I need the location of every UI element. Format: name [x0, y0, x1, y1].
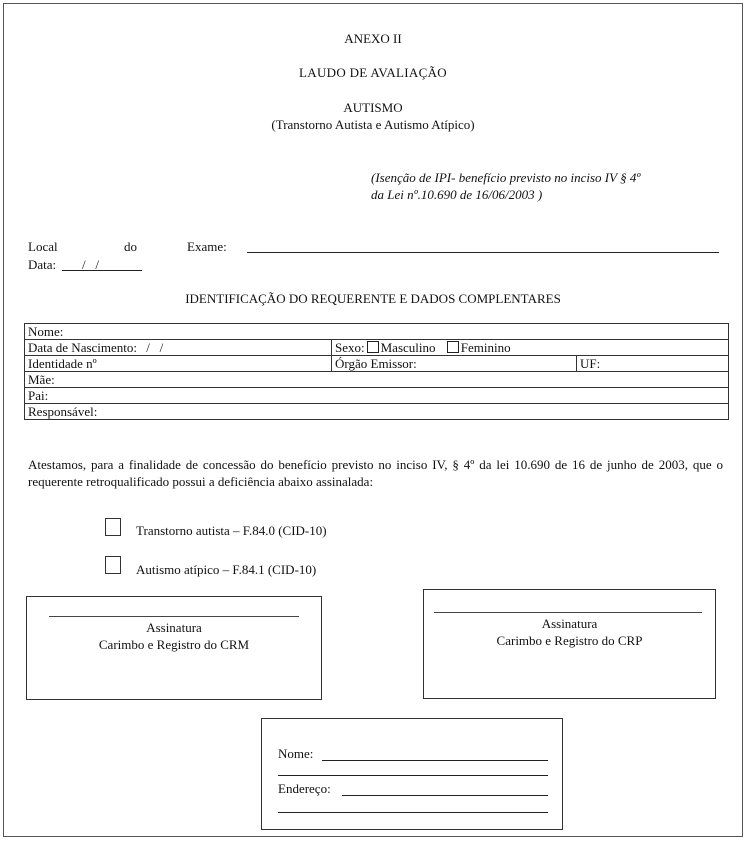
table-row [25, 340, 729, 356]
exam-field[interactable] [247, 252, 719, 253]
date-field[interactable] [62, 270, 142, 271]
section-title: IDENTIFICAÇÃO DO REQUERENTE E DADOS COMPLENTARES [185, 291, 561, 306]
subject-subtitle: (Transtorno Autista e Autismo Atípico) [271, 117, 475, 132]
footer-endereco-label: Endereço: [278, 781, 331, 796]
uf-label: UF: [580, 356, 601, 371]
crm-signature-title: Assinatura [146, 620, 202, 635]
crp-signature-box[interactable] [423, 589, 716, 699]
sex-cell [332, 340, 729, 356]
crm-signature-subtitle: Carimbo e Registro do CRM [98, 637, 250, 652]
autistic-disorder-label: Transtorno autista – F.84.0 (CID-10) [136, 523, 327, 538]
mae-label: Mãe: [28, 372, 55, 387]
footer-endereco-field[interactable] [342, 795, 548, 796]
identity-cell[interactable] [25, 356, 332, 372]
responsavel-cell[interactable] [25, 404, 729, 420]
masculino-label: Masculino [380, 340, 436, 355]
crp-signature-subtitle: Carimbo e Registro do CRP [496, 633, 643, 648]
pai-label: Pai: [28, 388, 49, 403]
legal-note-line2: da Lei nº.10.690 de 16/06/2003 ) [371, 187, 543, 202]
crp-signature-title: Assinatura [541, 616, 598, 631]
do-label: do [124, 239, 137, 254]
crm-signature-line [49, 616, 299, 617]
form-page [3, 3, 743, 837]
exam-label: Exame: [187, 239, 227, 254]
statement-text: Atestamos, para a finalidade de concessão do benefício previsto no inciso IV, § 4º da lei 10.690 de 16 de junho de 2003, que o requerente retroqualificado possui a deficiência abaixo assinalada: [28, 457, 723, 489]
identity-label: Identidade nº [28, 356, 97, 371]
autistic-disorder-checkbox[interactable] [105, 518, 121, 536]
mae-cell[interactable] [25, 372, 729, 388]
feminino-checkbox[interactable] [447, 341, 459, 353]
uf-cell[interactable] [577, 356, 729, 372]
atypical-autism-label: Autismo atípico – F.84.1 (CID-10) [136, 562, 317, 577]
issuer-label: Órgão Emissor: [335, 356, 417, 371]
table-row [25, 372, 729, 388]
sex-label: Sexo: [335, 340, 365, 355]
applicant-info-box [261, 718, 563, 830]
footer-nome-field[interactable] [322, 760, 548, 761]
date-label: Data: [28, 257, 57, 272]
table-row [25, 388, 729, 404]
form-title: LAUDO DE AVALIAÇÃO [299, 65, 447, 80]
birthdate-label: Data de Nascimento: [28, 340, 138, 355]
responsavel-label: Responsável: [28, 404, 98, 419]
local-label: Local [28, 239, 58, 254]
crp-signature-line [434, 612, 702, 613]
feminino-label: Feminino [460, 340, 511, 355]
pai-cell[interactable] [25, 388, 729, 404]
masculino-checkbox[interactable] [367, 341, 379, 353]
birthdate-cell[interactable] [25, 340, 332, 356]
identification-table [24, 323, 729, 420]
footer-endereco-extra-line [278, 812, 548, 813]
subject-label: AUTISMO [343, 100, 403, 115]
footer-nome-extra-line [278, 775, 548, 776]
footer-nome-label: Nome: [278, 746, 314, 761]
table-row [25, 356, 729, 372]
table-row [25, 324, 729, 340]
table-row [25, 404, 729, 420]
birthdate-separators: / / [146, 340, 164, 355]
annex-label: ANEXO II [344, 31, 402, 46]
crm-signature-box[interactable] [26, 596, 322, 700]
legal-note-line1: (Isenção de IPI- benefício previsto no inciso IV § 4º [371, 170, 641, 185]
issuer-cell[interactable] [332, 356, 577, 372]
atypical-autism-checkbox[interactable] [105, 556, 121, 574]
date-separators: / / [82, 257, 99, 272]
nome-cell[interactable] [25, 324, 729, 340]
nome-label: Nome: [28, 324, 64, 339]
